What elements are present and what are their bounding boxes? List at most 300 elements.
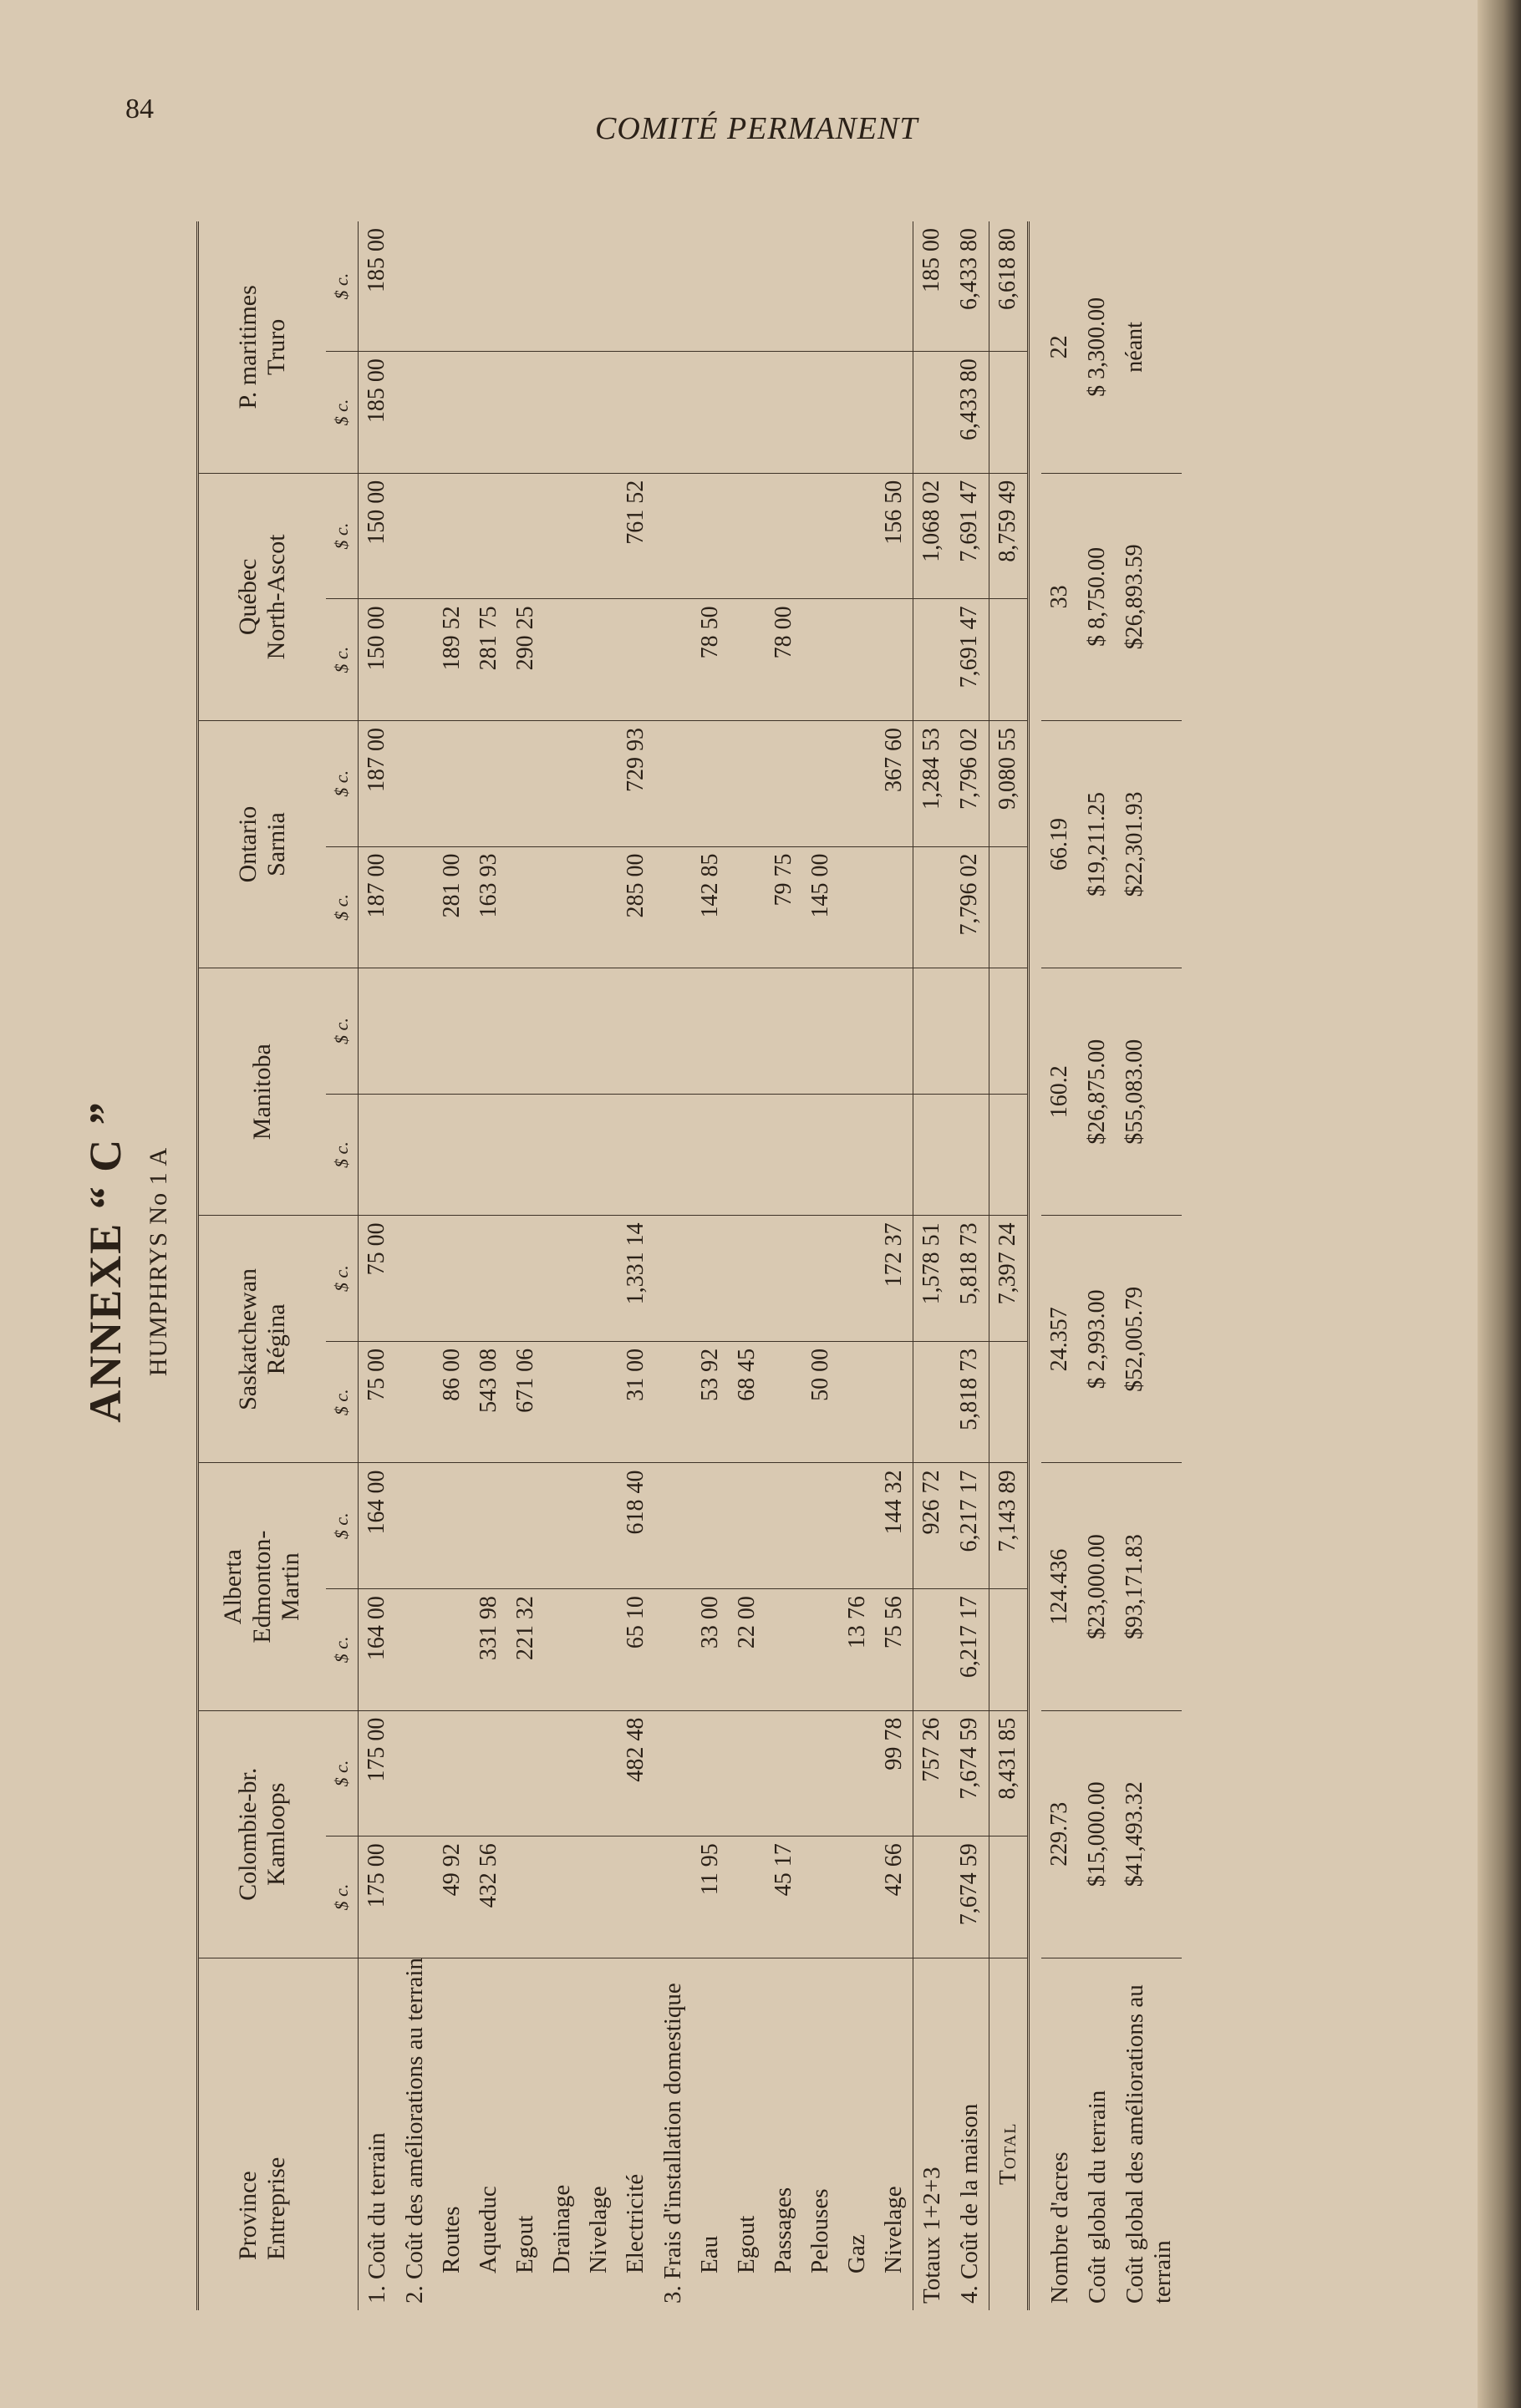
value-cell: 6,433 80 bbox=[951, 352, 989, 474]
value-cell: 331 98 bbox=[471, 1589, 507, 1711]
value-cell bbox=[839, 1094, 876, 1216]
value-cell bbox=[802, 352, 839, 474]
value-cell bbox=[544, 221, 581, 352]
value-cell: 281 75 bbox=[471, 599, 507, 721]
value-cell: 185 00 bbox=[359, 221, 397, 352]
value-cell bbox=[359, 968, 397, 1095]
value-cell bbox=[989, 1341, 1028, 1463]
value-cell bbox=[802, 1216, 839, 1342]
row-label: 1. Coût du terrain bbox=[364, 2132, 390, 2304]
value-cell bbox=[802, 968, 839, 1095]
value-cell bbox=[876, 968, 913, 1095]
value-cell bbox=[692, 720, 729, 846]
value-cell: 671 06 bbox=[507, 1341, 544, 1463]
value-cell: 150 00 bbox=[359, 599, 397, 721]
value-cell bbox=[396, 352, 434, 474]
value-cell bbox=[618, 352, 654, 474]
value-cell bbox=[692, 1216, 729, 1342]
value-cell: 187 00 bbox=[359, 846, 397, 968]
value-cell bbox=[839, 968, 876, 1095]
value-cell bbox=[766, 1094, 802, 1216]
value-cell bbox=[802, 1094, 839, 1216]
value-cell bbox=[729, 1836, 766, 1958]
value-cell bbox=[876, 1094, 913, 1216]
province-name: Alberta bbox=[219, 1549, 247, 1625]
table-row bbox=[839, 221, 876, 2310]
table-header-row bbox=[198, 221, 327, 2310]
value-cell bbox=[507, 1094, 544, 1216]
value-cell: 33 00 bbox=[692, 1589, 729, 1711]
value-cell bbox=[544, 1463, 581, 1589]
value-cell: 1,331 14 bbox=[618, 1216, 654, 1342]
value-cell bbox=[581, 1216, 618, 1342]
value-cell bbox=[913, 968, 951, 1095]
summary-value: $26,893.59 bbox=[1117, 473, 1182, 720]
value-cell bbox=[396, 968, 434, 1095]
value-cell bbox=[876, 599, 913, 721]
table-row bbox=[581, 221, 618, 2310]
value-cell bbox=[766, 1341, 802, 1463]
value-cell bbox=[913, 1589, 951, 1711]
value-cell bbox=[839, 473, 876, 599]
header-province-5 bbox=[198, 473, 327, 720]
value-cell bbox=[839, 1216, 876, 1342]
table-row bbox=[692, 221, 729, 2310]
value-cell bbox=[434, 1710, 471, 1836]
summary-value: $55,083.00 bbox=[1117, 968, 1182, 1216]
value-cell bbox=[951, 1094, 989, 1216]
value-cell bbox=[507, 473, 544, 599]
value-cell bbox=[766, 221, 802, 352]
value-cell bbox=[654, 968, 692, 1095]
value-cell: 68 45 bbox=[729, 1341, 766, 1463]
summary-value: 124.436 bbox=[1041, 1463, 1079, 1710]
units-row bbox=[326, 221, 359, 2310]
summary-value: 160.2 bbox=[1041, 968, 1079, 1216]
value-cell: 50 00 bbox=[802, 1341, 839, 1463]
summary-label: Coût global du terrain bbox=[1083, 2090, 1111, 2304]
table-row bbox=[359, 221, 397, 2310]
value-cell bbox=[544, 846, 581, 968]
row-label: Routes bbox=[438, 2206, 465, 2273]
value-cell: 7,397 24 bbox=[989, 1216, 1028, 1342]
header-province-3 bbox=[198, 968, 327, 1216]
units-cell: $ c. bbox=[326, 1710, 359, 1836]
value-cell bbox=[729, 599, 766, 721]
table-row bbox=[802, 221, 839, 2310]
cost-table bbox=[196, 221, 1182, 2310]
summary-value: $22,301.93 bbox=[1117, 720, 1182, 968]
value-cell bbox=[544, 1710, 581, 1836]
units-cell: $ c. bbox=[326, 1836, 359, 1958]
summary-value: $ 3,300.00 bbox=[1079, 221, 1117, 473]
value-cell bbox=[989, 1589, 1028, 1711]
row-label: 2. Coût des améliorations au terrain bbox=[401, 1958, 428, 2304]
value-cell bbox=[654, 352, 692, 474]
value-cell bbox=[396, 720, 434, 846]
rotated-annex-sheet bbox=[54, 188, 1425, 2335]
value-cell: 45 17 bbox=[766, 1836, 802, 1958]
value-cell: 86 00 bbox=[434, 1341, 471, 1463]
annex-title: ANNEXE “ C ” bbox=[80, 1100, 130, 1423]
province-name: P. maritimes bbox=[233, 285, 262, 409]
value-cell bbox=[396, 221, 434, 352]
value-cell: 6,433 80 bbox=[951, 221, 989, 352]
value-cell bbox=[434, 1094, 471, 1216]
header-province-4 bbox=[198, 720, 327, 968]
row-label: Drainage bbox=[548, 2184, 575, 2273]
value-cell bbox=[396, 1836, 434, 1958]
value-cell: 22 00 bbox=[729, 1589, 766, 1711]
value-cell: 144 32 bbox=[876, 1463, 913, 1589]
value-cell bbox=[692, 221, 729, 352]
header-province-1 bbox=[198, 1463, 327, 1710]
value-cell: 8,759 49 bbox=[989, 473, 1028, 599]
value-cell: 281 00 bbox=[434, 846, 471, 968]
value-cell: 175 00 bbox=[359, 1836, 397, 1958]
value-cell bbox=[396, 473, 434, 599]
value-cell: 78 00 bbox=[766, 599, 802, 721]
value-cell bbox=[802, 473, 839, 599]
summary-row bbox=[1117, 221, 1182, 2310]
value-cell bbox=[618, 599, 654, 721]
summary-value: $15,000.00 bbox=[1079, 1710, 1117, 1958]
value-cell: 185 00 bbox=[913, 221, 951, 352]
value-cell bbox=[581, 1463, 618, 1589]
summary-value: $ 2,993.00 bbox=[1079, 1216, 1117, 1463]
row-label: Egout bbox=[511, 2215, 538, 2273]
value-cell bbox=[507, 846, 544, 968]
value-cell bbox=[654, 720, 692, 846]
value-cell: 164 00 bbox=[359, 1589, 397, 1711]
value-cell bbox=[434, 720, 471, 846]
value-cell bbox=[434, 1589, 471, 1711]
value-cell: 75 56 bbox=[876, 1589, 913, 1711]
value-cell: 618 40 bbox=[618, 1463, 654, 1589]
value-cell: 79 75 bbox=[766, 846, 802, 968]
value-cell: 11 95 bbox=[692, 1836, 729, 1958]
summary-label: Coût global des améliorations au terrain bbox=[1121, 1984, 1176, 2304]
province-name: Ontario bbox=[233, 805, 262, 883]
value-cell bbox=[729, 1094, 766, 1216]
value-cell bbox=[581, 1589, 618, 1711]
value-cell bbox=[396, 1589, 434, 1711]
province-name: Saskatchewan bbox=[233, 1268, 262, 1410]
value-cell bbox=[581, 1836, 618, 1958]
spacer-cell bbox=[1028, 221, 1041, 2310]
row-label: Passages bbox=[769, 2187, 796, 2273]
table-row bbox=[471, 221, 507, 2310]
value-cell bbox=[581, 1710, 618, 1836]
value-cell bbox=[434, 1463, 471, 1589]
value-cell bbox=[544, 1836, 581, 1958]
value-cell bbox=[581, 1094, 618, 1216]
value-cell: 7,796 02 bbox=[951, 720, 989, 846]
value-cell: 5,818 73 bbox=[951, 1341, 989, 1463]
row-label: Egout bbox=[732, 2215, 760, 2273]
summary-value: 22 bbox=[1041, 221, 1079, 473]
site-name: Régina bbox=[262, 1303, 290, 1375]
summary-value: $23,000.00 bbox=[1079, 1463, 1117, 1710]
value-cell bbox=[839, 221, 876, 352]
value-cell bbox=[396, 846, 434, 968]
value-cell: 53 92 bbox=[692, 1341, 729, 1463]
value-cell bbox=[839, 1341, 876, 1463]
units-cell: $ c. bbox=[326, 846, 359, 968]
row-label: Total bbox=[989, 1958, 1028, 2310]
value-cell bbox=[654, 1341, 692, 1463]
value-cell bbox=[989, 1094, 1028, 1216]
units-cell: $ c. bbox=[326, 1463, 359, 1589]
province-name: Colombie-br. bbox=[233, 1767, 262, 1901]
value-cell bbox=[654, 1094, 692, 1216]
value-cell bbox=[766, 1710, 802, 1836]
value-cell bbox=[913, 1094, 951, 1216]
value-cell: 432 56 bbox=[471, 1836, 507, 1958]
value-cell: 290 25 bbox=[507, 599, 544, 721]
value-cell bbox=[471, 1710, 507, 1836]
table-row bbox=[396, 221, 434, 2310]
value-cell bbox=[729, 473, 766, 599]
value-cell: 1,284 53 bbox=[913, 720, 951, 846]
row-label: 3. Frais d'installation domestique bbox=[659, 1983, 686, 2304]
units-label-cell bbox=[326, 1958, 359, 2310]
value-cell: 543 08 bbox=[471, 1341, 507, 1463]
value-cell bbox=[618, 1836, 654, 1958]
value-cell: 187 00 bbox=[359, 720, 397, 846]
value-cell bbox=[544, 1341, 581, 1463]
value-cell: 729 93 bbox=[618, 720, 654, 846]
summary-row bbox=[1041, 221, 1079, 2310]
row-label: Gaz bbox=[842, 2234, 870, 2273]
summary-value: 33 bbox=[1041, 473, 1079, 720]
row-label: Pelouses bbox=[806, 2188, 833, 2273]
value-cell bbox=[913, 846, 951, 968]
header-province-0 bbox=[198, 1710, 327, 1958]
summary-value: $19,211.25 bbox=[1079, 720, 1117, 968]
value-cell bbox=[766, 473, 802, 599]
spacer-row bbox=[1028, 221, 1041, 2310]
summary-value: $52,005.79 bbox=[1117, 1216, 1182, 1463]
row-label: Electricité bbox=[621, 2173, 649, 2273]
value-cell bbox=[876, 1341, 913, 1463]
value-cell bbox=[876, 846, 913, 968]
value-cell bbox=[396, 1216, 434, 1342]
value-cell bbox=[471, 1463, 507, 1589]
value-cell bbox=[654, 1463, 692, 1589]
value-cell bbox=[654, 846, 692, 968]
summary-label: Nombre d'acres bbox=[1045, 2151, 1073, 2304]
value-cell bbox=[654, 221, 692, 352]
value-cell bbox=[544, 1216, 581, 1342]
row-label: Nivelage bbox=[879, 2186, 907, 2273]
units-cell: $ c. bbox=[326, 720, 359, 846]
value-cell bbox=[802, 1836, 839, 1958]
value-cell: 163 93 bbox=[471, 846, 507, 968]
value-cell bbox=[654, 1589, 692, 1711]
value-cell bbox=[839, 1836, 876, 1958]
value-cell bbox=[729, 352, 766, 474]
running-head: COMITÉ PERMANENT bbox=[595, 111, 918, 146]
summary-row bbox=[1079, 221, 1117, 2310]
site-name: North-Ascot bbox=[262, 534, 290, 660]
value-cell bbox=[471, 473, 507, 599]
value-cell bbox=[729, 1463, 766, 1589]
summary-value: 229.73 bbox=[1041, 1710, 1079, 1958]
table-row bbox=[654, 221, 692, 2310]
value-cell bbox=[876, 352, 913, 474]
table-row bbox=[876, 221, 913, 2310]
value-cell bbox=[618, 221, 654, 352]
value-cell bbox=[396, 1710, 434, 1836]
value-cell bbox=[839, 1463, 876, 1589]
row-label: Aqueduc bbox=[475, 2186, 501, 2273]
value-cell: 6,217 17 bbox=[951, 1463, 989, 1589]
site-name: Edmonton- Martin bbox=[247, 1530, 305, 1643]
site-name: Truro bbox=[262, 318, 290, 376]
value-cell bbox=[654, 1216, 692, 1342]
value-cell: 142 85 bbox=[692, 846, 729, 968]
value-cell bbox=[581, 599, 618, 721]
table-row bbox=[951, 221, 989, 2310]
value-cell: 13 76 bbox=[839, 1589, 876, 1711]
value-cell bbox=[507, 1463, 544, 1589]
value-cell: 175 00 bbox=[359, 1710, 397, 1836]
row-label: Nivelage bbox=[584, 2186, 612, 2273]
table-row bbox=[434, 221, 471, 2310]
value-cell bbox=[434, 473, 471, 599]
value-cell bbox=[692, 1463, 729, 1589]
value-cell bbox=[839, 599, 876, 721]
value-cell bbox=[581, 846, 618, 968]
table-body bbox=[359, 221, 1182, 2310]
value-cell: 761 52 bbox=[618, 473, 654, 599]
value-cell bbox=[544, 1589, 581, 1711]
value-cell: 145 00 bbox=[802, 846, 839, 968]
value-cell bbox=[989, 1836, 1028, 1958]
value-cell: 49 92 bbox=[434, 1836, 471, 1958]
page-number: 84 bbox=[125, 94, 154, 124]
value-cell bbox=[766, 1463, 802, 1589]
header-province-2 bbox=[198, 1216, 327, 1463]
value-cell bbox=[839, 720, 876, 846]
value-cell bbox=[654, 1710, 692, 1836]
value-cell bbox=[989, 599, 1028, 721]
value-cell bbox=[839, 1710, 876, 1836]
value-cell: 172 37 bbox=[876, 1216, 913, 1342]
value-cell: 8,431 85 bbox=[989, 1710, 1028, 1836]
value-cell bbox=[396, 1463, 434, 1589]
value-cell bbox=[544, 473, 581, 599]
value-cell bbox=[581, 221, 618, 352]
value-cell bbox=[434, 221, 471, 352]
value-cell bbox=[729, 720, 766, 846]
value-cell bbox=[766, 1216, 802, 1342]
units-cell: $ c. bbox=[326, 968, 359, 1095]
value-cell: 75 00 bbox=[359, 1216, 397, 1342]
province-name: Manitoba bbox=[247, 1044, 276, 1140]
value-cell: 7,691 47 bbox=[951, 599, 989, 721]
value-cell bbox=[729, 968, 766, 1095]
value-cell bbox=[729, 1216, 766, 1342]
summary-value: $93,171.83 bbox=[1117, 1463, 1182, 1710]
value-cell bbox=[951, 968, 989, 1095]
value-cell bbox=[507, 1216, 544, 1342]
value-cell bbox=[507, 1710, 544, 1836]
units-cell: $ c. bbox=[326, 1094, 359, 1216]
table-row bbox=[507, 221, 544, 2310]
value-cell bbox=[692, 352, 729, 474]
summary-value: $ 8,750.00 bbox=[1079, 473, 1117, 720]
value-cell bbox=[729, 846, 766, 968]
value-cell bbox=[359, 1094, 397, 1216]
value-cell: 1,068 02 bbox=[913, 473, 951, 599]
value-cell bbox=[692, 1710, 729, 1836]
value-cell bbox=[692, 968, 729, 1095]
value-cell bbox=[544, 352, 581, 474]
row-label: Totaux 1+2+3 bbox=[913, 1958, 951, 2310]
value-cell: 185 00 bbox=[359, 352, 397, 474]
value-cell: 31 00 bbox=[618, 1341, 654, 1463]
value-cell: 482 48 bbox=[618, 1710, 654, 1836]
value-cell bbox=[544, 1094, 581, 1216]
value-cell: 757 26 bbox=[913, 1710, 951, 1836]
value-cell bbox=[544, 720, 581, 846]
value-cell bbox=[913, 1341, 951, 1463]
value-cell bbox=[507, 1836, 544, 1958]
header-label-col: Province Entreprise bbox=[198, 1958, 327, 2310]
value-cell: 9,080 55 bbox=[989, 720, 1028, 846]
value-cell bbox=[471, 352, 507, 474]
value-cell: 164 00 bbox=[359, 1463, 397, 1589]
value-cell bbox=[396, 599, 434, 721]
summary-value: $41,493.32 bbox=[1117, 1710, 1182, 1958]
value-cell: 42 66 bbox=[876, 1836, 913, 1958]
value-cell bbox=[913, 1836, 951, 1958]
value-cell bbox=[507, 968, 544, 1095]
value-cell bbox=[581, 352, 618, 474]
value-cell: 6,618 80 bbox=[989, 221, 1028, 352]
value-cell: 150 00 bbox=[359, 473, 397, 599]
value-cell bbox=[766, 720, 802, 846]
value-cell bbox=[471, 720, 507, 846]
value-cell bbox=[507, 720, 544, 846]
summary-value: 24.357 bbox=[1041, 1216, 1079, 1463]
value-cell bbox=[434, 352, 471, 474]
summary-value: 66.19 bbox=[1041, 720, 1079, 968]
province-name: Québec bbox=[233, 558, 262, 636]
value-cell bbox=[913, 352, 951, 474]
row-label: Eau bbox=[695, 2235, 723, 2273]
value-cell bbox=[544, 599, 581, 721]
site-name: Sarnia bbox=[262, 812, 290, 876]
table-row bbox=[544, 221, 581, 2310]
value-cell bbox=[802, 720, 839, 846]
value-cell: 285 00 bbox=[618, 846, 654, 968]
value-cell: 7,143 89 bbox=[989, 1463, 1028, 1589]
value-cell bbox=[876, 221, 913, 352]
value-cell bbox=[396, 1341, 434, 1463]
value-cell bbox=[989, 968, 1028, 1095]
value-cell bbox=[618, 968, 654, 1095]
units-cell: $ c. bbox=[326, 1216, 359, 1342]
value-cell bbox=[802, 1589, 839, 1711]
value-cell bbox=[581, 1341, 618, 1463]
value-cell: 6,217 17 bbox=[951, 1589, 989, 1711]
value-cell bbox=[766, 352, 802, 474]
value-cell: 156 50 bbox=[876, 473, 913, 599]
value-cell bbox=[766, 1589, 802, 1711]
